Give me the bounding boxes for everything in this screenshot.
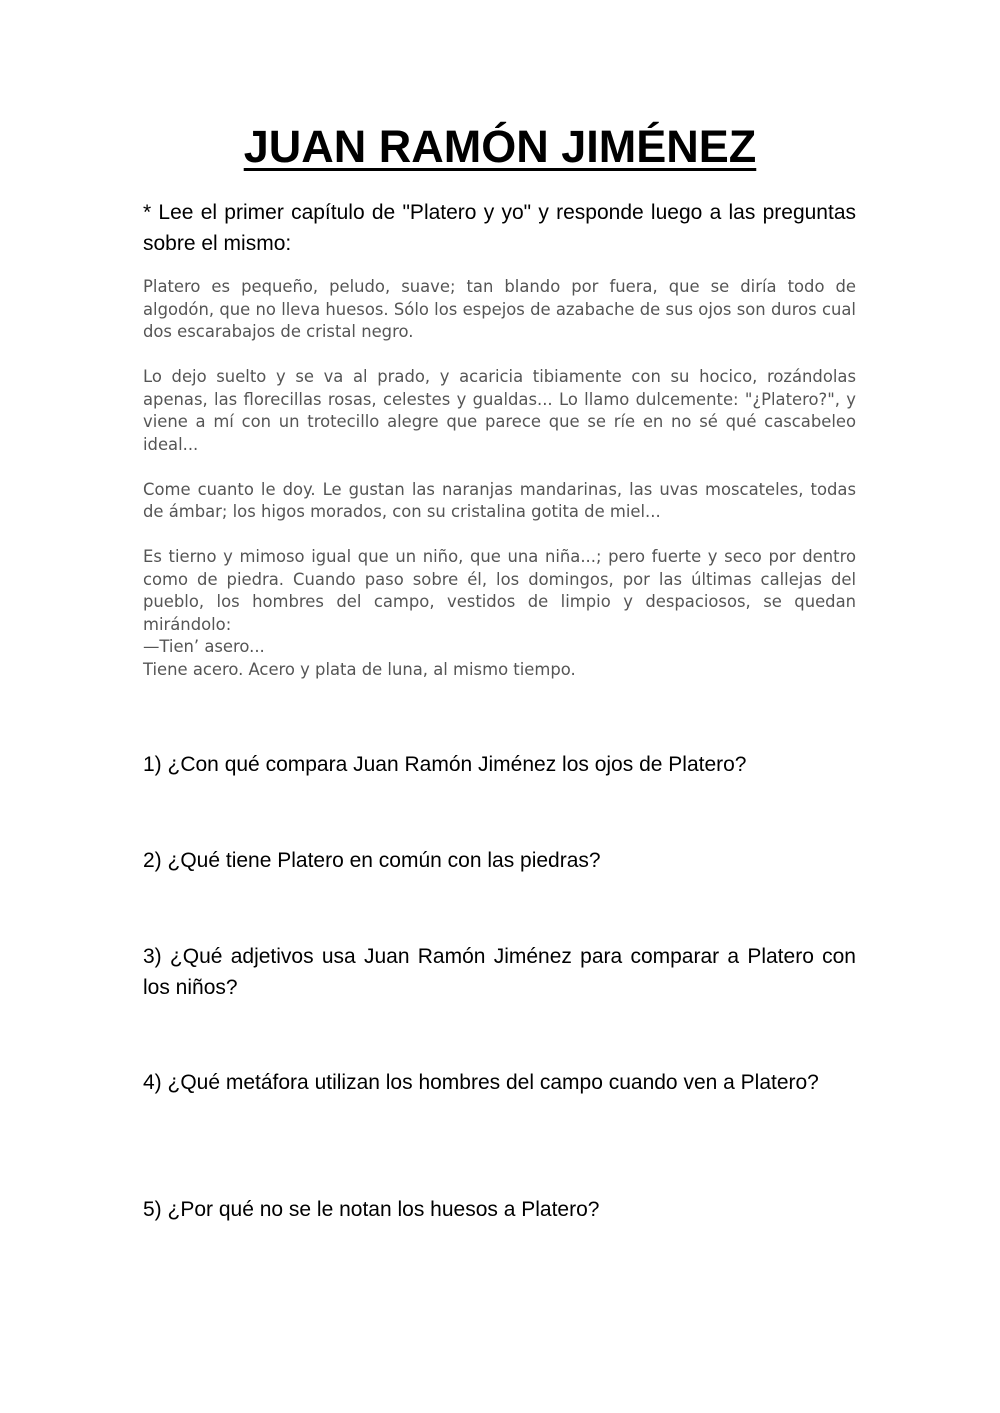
question-3: 3) ¿Qué adjetivos usa Juan Ramón Jiménez para comparar a Platero con los niños?	[143, 945, 856, 999]
instruction-text: * Lee el primer capítulo de "Platero y yo" y responde luego a las preguntas sobre el mismo:	[143, 201, 856, 255]
page-title	[0, 120, 1000, 174]
reading-dialogue-line: —Tien’ asero...	[143, 637, 265, 656]
question-5: 5) ¿Por qué no se le notan los huesos a Platero?	[143, 1198, 600, 1221]
reading-paragraph-4-text: Es tierno y mimoso igual que un niño, que una niña...; pero fuerte y seco por dentro como de piedra. Cuando paso sobre él, los domingos, por las últimas callejas del pueblo, los hombres del campo, vestidos de limpio y despaciosos, se quedan mirándolo:	[143, 547, 856, 634]
reading-paragraph-2: Lo dejo suelto y se va al prado, y acaricia tibiamente con su hocico, rozándolas apenas, las florecillas rosas, celestes y gualdas... Lo llamo dulcemente: "¿Platero?", y viene a mí con un trotecillo alegre que parece que se ríe en no sé qué cascabeleo ideal...	[143, 367, 856, 454]
reading-paragraph-4	[143, 546, 856, 681]
reading-passage	[143, 276, 856, 681]
question-4: 4) ¿Qué metáfora utilizan los hombres del campo cuando ven a Platero?	[143, 1071, 819, 1094]
page-title-text: JUAN RAMÓN JIMÉNEZ	[243, 121, 757, 172]
question-1: 1) ¿Con qué compara Juan Ramón Jiménez los ojos de Platero?	[143, 753, 747, 776]
reading-closing-line: Tiene acero. Acero y plata de luna, al mismo tiempo.	[143, 659, 576, 679]
reading-paragraph-3: Come cuanto le doy. Le gustan las naranjas mandarinas, las uvas moscateles, todas de ámbar; los higos morados, con su cristalina gotita de miel...	[143, 479, 856, 521]
reading-paragraph-1: Platero es pequeño, peludo, suave; tan blando por fuera, que se diría todo de algodón, que no lleva huesos. Sólo los espejos de azabache de sus ojos son duros cual dos escarabajos de cristal negro.	[143, 277, 856, 341]
question-2: 2) ¿Qué tiene Platero en común con las piedras?	[143, 849, 601, 872]
